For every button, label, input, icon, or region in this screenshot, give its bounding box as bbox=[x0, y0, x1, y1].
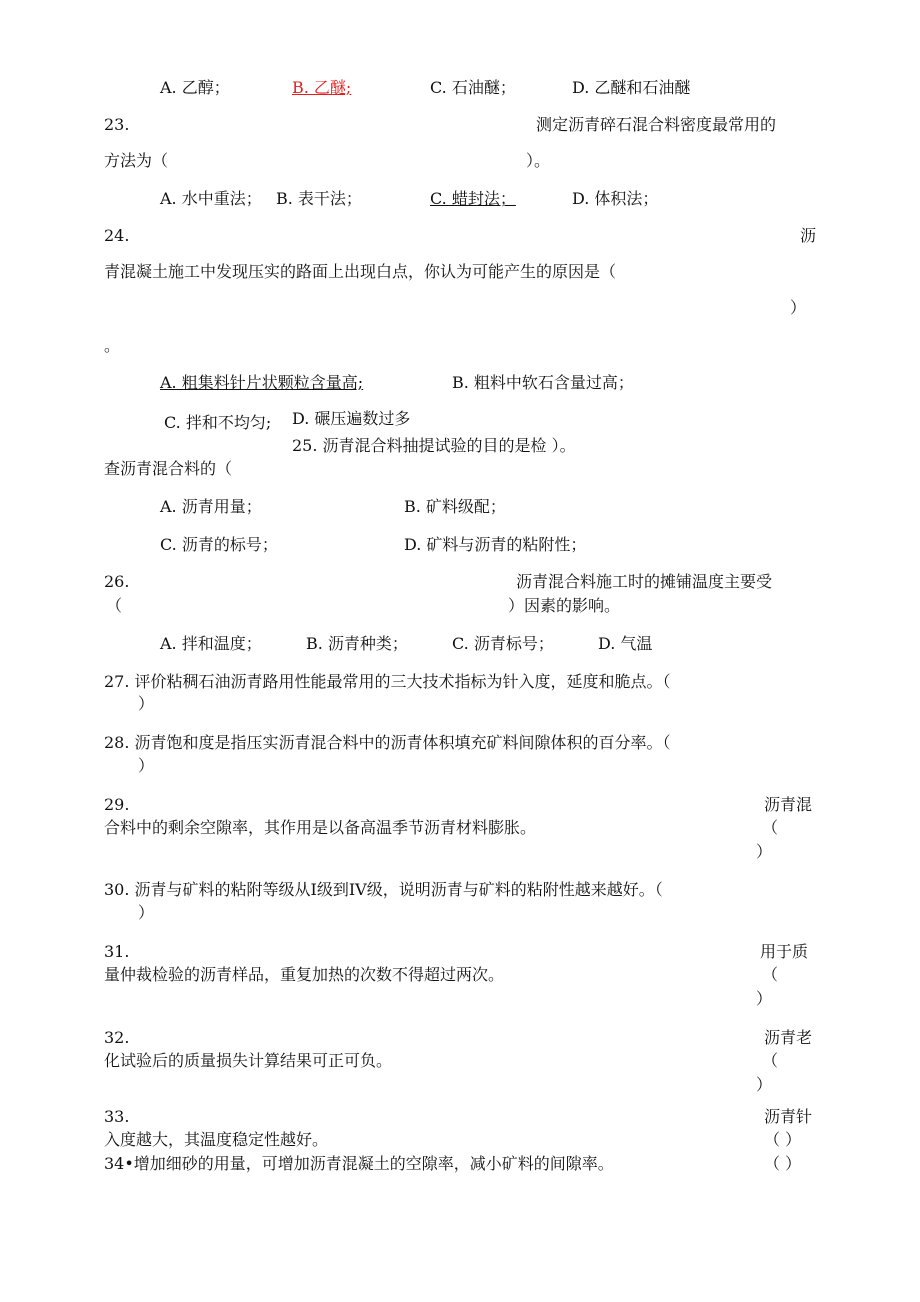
q31-paren-open: （ bbox=[762, 965, 779, 984]
q27-paren-close: ） bbox=[138, 694, 155, 713]
q25-option-c: C. 沥青的标号； bbox=[160, 535, 278, 554]
q31-stem-line2: 量仲裁检验的沥青样品，重复加热的次数不得超过两次。 bbox=[104, 965, 505, 984]
q23-paren-close: ）。 bbox=[526, 151, 551, 170]
q23-option-d: D. 体积法； bbox=[572, 189, 659, 208]
q32-paren-open: （ bbox=[762, 1051, 779, 1070]
q25-option-b: B. 矿料级配； bbox=[404, 497, 506, 516]
q31-number: 31. bbox=[104, 942, 130, 961]
q24-option-b: B. 粗料中软石含量过高； bbox=[452, 373, 634, 392]
q24-option-c: C. 拌和不均匀; bbox=[164, 413, 272, 432]
q28-paren-close: ） bbox=[138, 756, 155, 775]
q26-paren-open: （ bbox=[106, 596, 123, 615]
q33-number: 33. bbox=[104, 1107, 130, 1126]
q31-paren-close: ） bbox=[756, 989, 773, 1008]
q24-stem-line2: 青混凝土施工中发现压实的路面上出现白点，你认为可能产生的原因是（ bbox=[104, 262, 617, 281]
q26-stem-line2: ）因素的影响。 bbox=[508, 596, 621, 615]
q32-paren-close: ） bbox=[756, 1075, 773, 1094]
q32-stem: 沥青老 bbox=[764, 1028, 813, 1047]
q34-stem: 34•增加细砂的用量，可增加沥青混凝土的空隙率，减小矿料的间隙率。 bbox=[104, 1154, 614, 1173]
q26-option-b: B. 沥青种类； bbox=[306, 634, 408, 653]
q26-stem: 沥青混合料施工时的摊铺温度主要受 bbox=[516, 572, 773, 591]
q25-option-d: D. 矿料与沥青的粘附性； bbox=[404, 535, 587, 554]
q23-number: 23. bbox=[104, 115, 130, 134]
q24-stem: 沥 bbox=[800, 226, 817, 245]
q34-answer-parens: （ ） bbox=[764, 1154, 802, 1173]
q29-stem-line2: 合料中的剩余空隙率，其作用是以备高温季节沥青材料膨胀。 bbox=[104, 818, 537, 837]
q22-option-c: C. 石油醚； bbox=[430, 78, 516, 97]
q22-option-d: D. 乙醚和石油醚 bbox=[572, 78, 691, 97]
q22-option-a: A. 乙醇； bbox=[160, 78, 230, 97]
q23-stem: 测定沥青碎石混合料密度最常用的 bbox=[536, 115, 777, 134]
q29-paren-open: （ bbox=[762, 818, 779, 837]
q23-option-a: A. 水中重法； bbox=[160, 189, 262, 208]
q22-option-b: B. 乙醚; bbox=[292, 78, 352, 97]
q27-stem: 27. 评价粘稠石油沥青路用性能最常用的三大技术指标为针入度，延度和脆点。（ bbox=[104, 672, 671, 691]
q33-stem-line2: 入度越大，其温度稳定性越好。 bbox=[104, 1130, 329, 1149]
q25-stem-line2: 查沥青混合料的（ bbox=[104, 459, 233, 478]
q26-option-c: C. 沥青标号； bbox=[452, 634, 554, 653]
q23-stem-line2: 方法为（ bbox=[104, 151, 169, 170]
q24-number: 24. bbox=[104, 226, 130, 245]
q24-option-a: A. 粗集料针片状颗粒含量高; bbox=[160, 373, 364, 392]
q24-paren-close: ） bbox=[790, 298, 807, 317]
q30-paren-close: ） bbox=[138, 903, 155, 922]
q25-stem: 25. 沥青混合料抽提试验的目的是检 ）。 bbox=[292, 436, 576, 455]
q28-stem: 28. 沥青饱和度是指压实沥青混合料中的沥青体积填充矿料间隙体积的百分率。（ bbox=[104, 733, 671, 752]
q32-number: 32. bbox=[104, 1028, 130, 1047]
q26-number: 26. bbox=[104, 572, 130, 591]
q25-option-a: A. 沥青用量； bbox=[160, 497, 262, 516]
q26-option-d: D. 气温 bbox=[598, 634, 653, 653]
q24-option-d: D. 碾压遍数过多 bbox=[292, 409, 411, 428]
q32-stem-line2: 化试验后的质量损失计算结果可正可负。 bbox=[104, 1051, 393, 1070]
q23-option-c: C. 蜡封法； bbox=[430, 189, 516, 208]
q31-stem: 用于质 bbox=[760, 942, 809, 961]
q30-stem: 30. 沥青与矿料的粘附等级从I级到IV级，说明沥青与矿料的粘附性越来越好。（ bbox=[104, 880, 663, 899]
q23-option-b: B. 表干法； bbox=[276, 189, 362, 208]
q29-number: 29. bbox=[104, 795, 130, 814]
q33-stem: 沥青针 bbox=[764, 1107, 813, 1126]
q24-period: 。 bbox=[104, 336, 121, 355]
q26-option-a: A. 拌和温度； bbox=[160, 634, 262, 653]
q29-paren-close: ） bbox=[756, 842, 773, 861]
q29-stem: 沥青混 bbox=[764, 795, 813, 814]
q33-answer-parens: （ ） bbox=[764, 1130, 802, 1149]
